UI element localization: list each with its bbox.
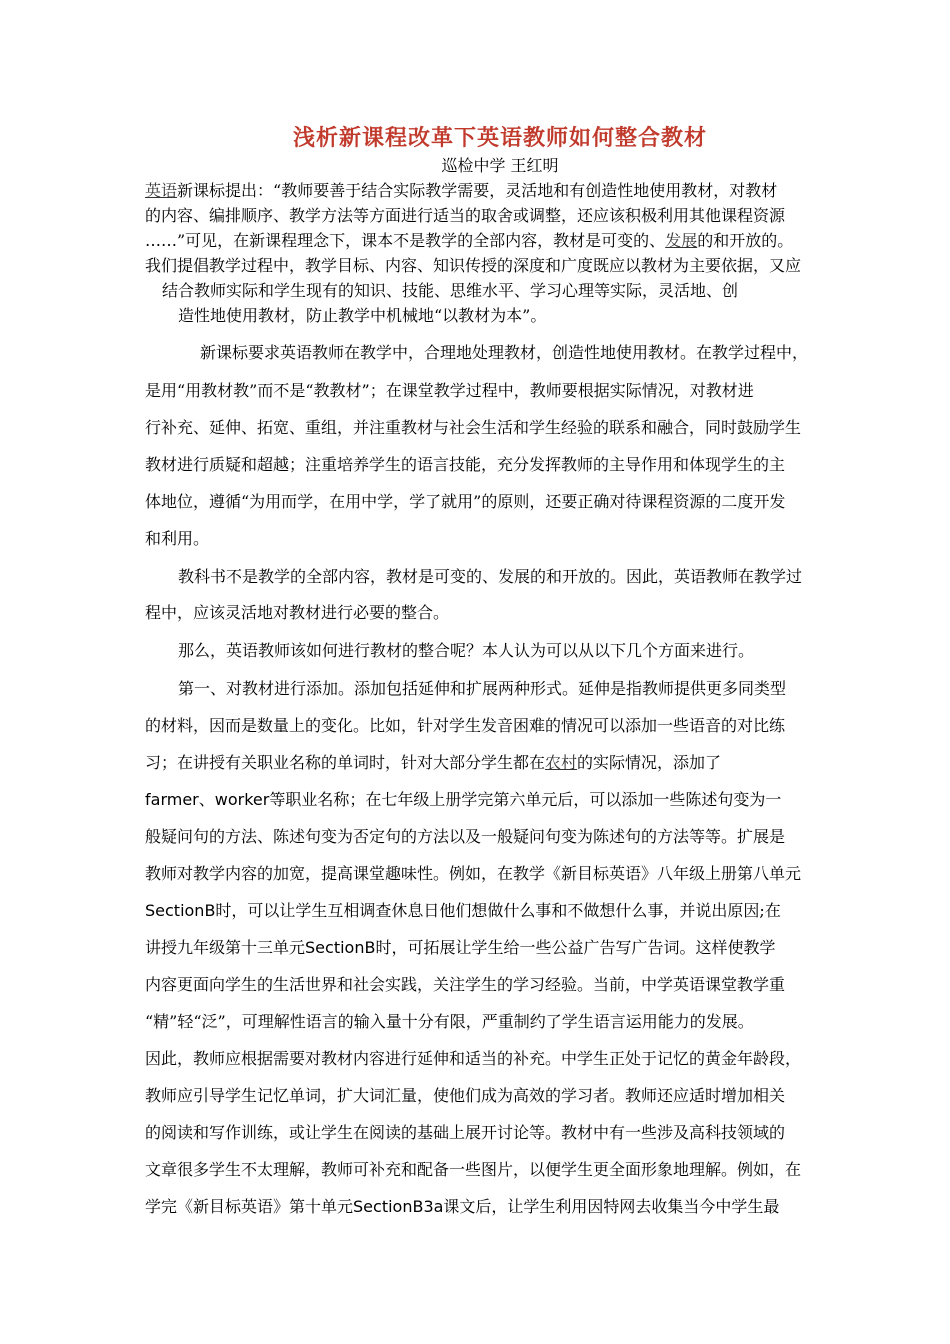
paragraph-line: 讲授九年级第十三单元SectionB时，可拓展让学生给一些公益广告写广告词。这样使教学 [145, 938, 776, 957]
paragraph-line: 行补充、延伸、拓宽、重组，并注重教材与社会生活和学生经验的联系和融合，同时鼓励学生 [145, 418, 802, 437]
paragraph-line: 的阅读和写作训练，或让学生在阅读的基础上展开讨论等。教材中有一些涉及高科技领域的 [145, 1123, 786, 1142]
paragraph-line: 第一、对教材进行添加。添加包括延伸和扩展两种形式。延伸是指教师提供更多同类型 [178, 679, 787, 698]
paragraph-line: 内容更面向学生的生活世界和社会实践，关注学生的学习经验。当前，中学英语课堂教学重 [145, 975, 786, 994]
author-line: 巡检中学 王红明 [441, 156, 559, 175]
paragraph-line: SectionB时，可以让学生互相调查休息日他们想做什么事和不做想什么事，并说出原因;在 [145, 901, 781, 920]
paragraph-line: farmer、worker等职业名称；在七年级上册学完第六单元后，可以添加一些陈述句变为一 [145, 790, 782, 809]
abstract-line: 我们提倡教学过程中，教学目标、内容、知识传授的深度和广度既应以教材为主要依据，又应 [145, 256, 802, 275]
paragraph-line: “精”轻“泛”，可理解性语言的输入量十分有限，严重制约了学生语言运用能力的发展。 [145, 1012, 754, 1031]
abstract-line: 的内容、编排顺序、教学方法等方面进行适当的取舍或调整，还应该积极利用其他课程资源 [145, 206, 786, 225]
paragraph-line: 新课标要求英语教师在教学中，合理地处理教材，创造性地使用教材。在教学过程中， [200, 343, 809, 362]
abstract-line: 结合教师实际和学生现有的知识、技能、思维水平、学习心理等实际，灵活地、创 [162, 281, 739, 300]
paragraph-line: 的材料，因而是数量上的变化。比如，针对学生发音困难的情况可以添加一些语音的对比练 [145, 716, 786, 735]
page-title: 浅析新课程改革下英语教师如何整合教材 [292, 125, 707, 151]
paragraph-line: 程中，应该灵活地对教材进行必要的整合。 [145, 603, 450, 622]
paragraph-line: 学完《新目标英语》第十单元SectionB3a课文后，让学生利用因特网去收集当今中学生最 [145, 1197, 780, 1216]
paragraph-line: 教师应引导学生记忆单词，扩大词汇量，使他们成为高效的学习者。教师还应适时增加相关 [145, 1086, 786, 1105]
abstract-line: ……”可见，在新课程理念下，课本不是教学的全部内容，教材是可变的、发展的和开放的。 [145, 231, 794, 250]
paragraph-line: 体地位，遵循“为用而学，在用中学，学了就用”的原则，还要正确对待课程资源的二度开发 [145, 492, 786, 511]
paragraph-line: 般疑问句的方法、陈述句变为否定句的方法以及一般疑问句变为陈述句的方法等等。扩展是 [145, 827, 786, 846]
link-english[interactable]: 英语 [145, 181, 178, 200]
paragraph-line: 是用“用教材教”而不是“教教材”；在课堂教学过程中，教师要根据实际情况，对教材进 [145, 381, 754, 400]
paragraph-line: 习；在讲授有关职业名称的单词时，针对大部分学生都在农村的实际情况，添加了 [145, 753, 722, 772]
paragraph-line: 教材进行质疑和超越；注重培养学生的语言技能，充分发挥教师的主导作用和体现学生的主 [145, 455, 786, 474]
link-development[interactable]: 发展 [665, 231, 698, 250]
paragraph-line: 那么，英语教师该如何进行教材的整合呢？本人认为可以从以下几个方面来进行。 [178, 641, 755, 660]
paragraph-line: 教师对教学内容的加宽，提高课堂趣味性。例如，在教学《新目标英语》八年级上册第八单元 [145, 864, 802, 883]
abstract-line: 英语新课标提出：“教师要善于结合实际教学需要，灵活地和有创造性地使用教材，对教材 [145, 181, 778, 200]
paragraph-line: 因此，教师应根据需要对教材内容进行延伸和适当的补充。中学生正处于记忆的黄金年龄段， [145, 1049, 802, 1068]
abstract-line: 造性地使用教材，防止教学中机械地“以教材为本”。 [178, 306, 547, 325]
link-countryside[interactable]: 农村 [545, 753, 578, 772]
paragraph-line: 文章很多学生不太理解，教师可补充和配备一些图片，以便学生更全面形象地理解。例如，在 [145, 1160, 802, 1179]
paragraph-line: 教科书不是教学的全部内容，教材是可变的、发展的和开放的。因此，英语教师在教学过 [178, 567, 803, 586]
paragraph-line: 和利用。 [145, 529, 210, 548]
